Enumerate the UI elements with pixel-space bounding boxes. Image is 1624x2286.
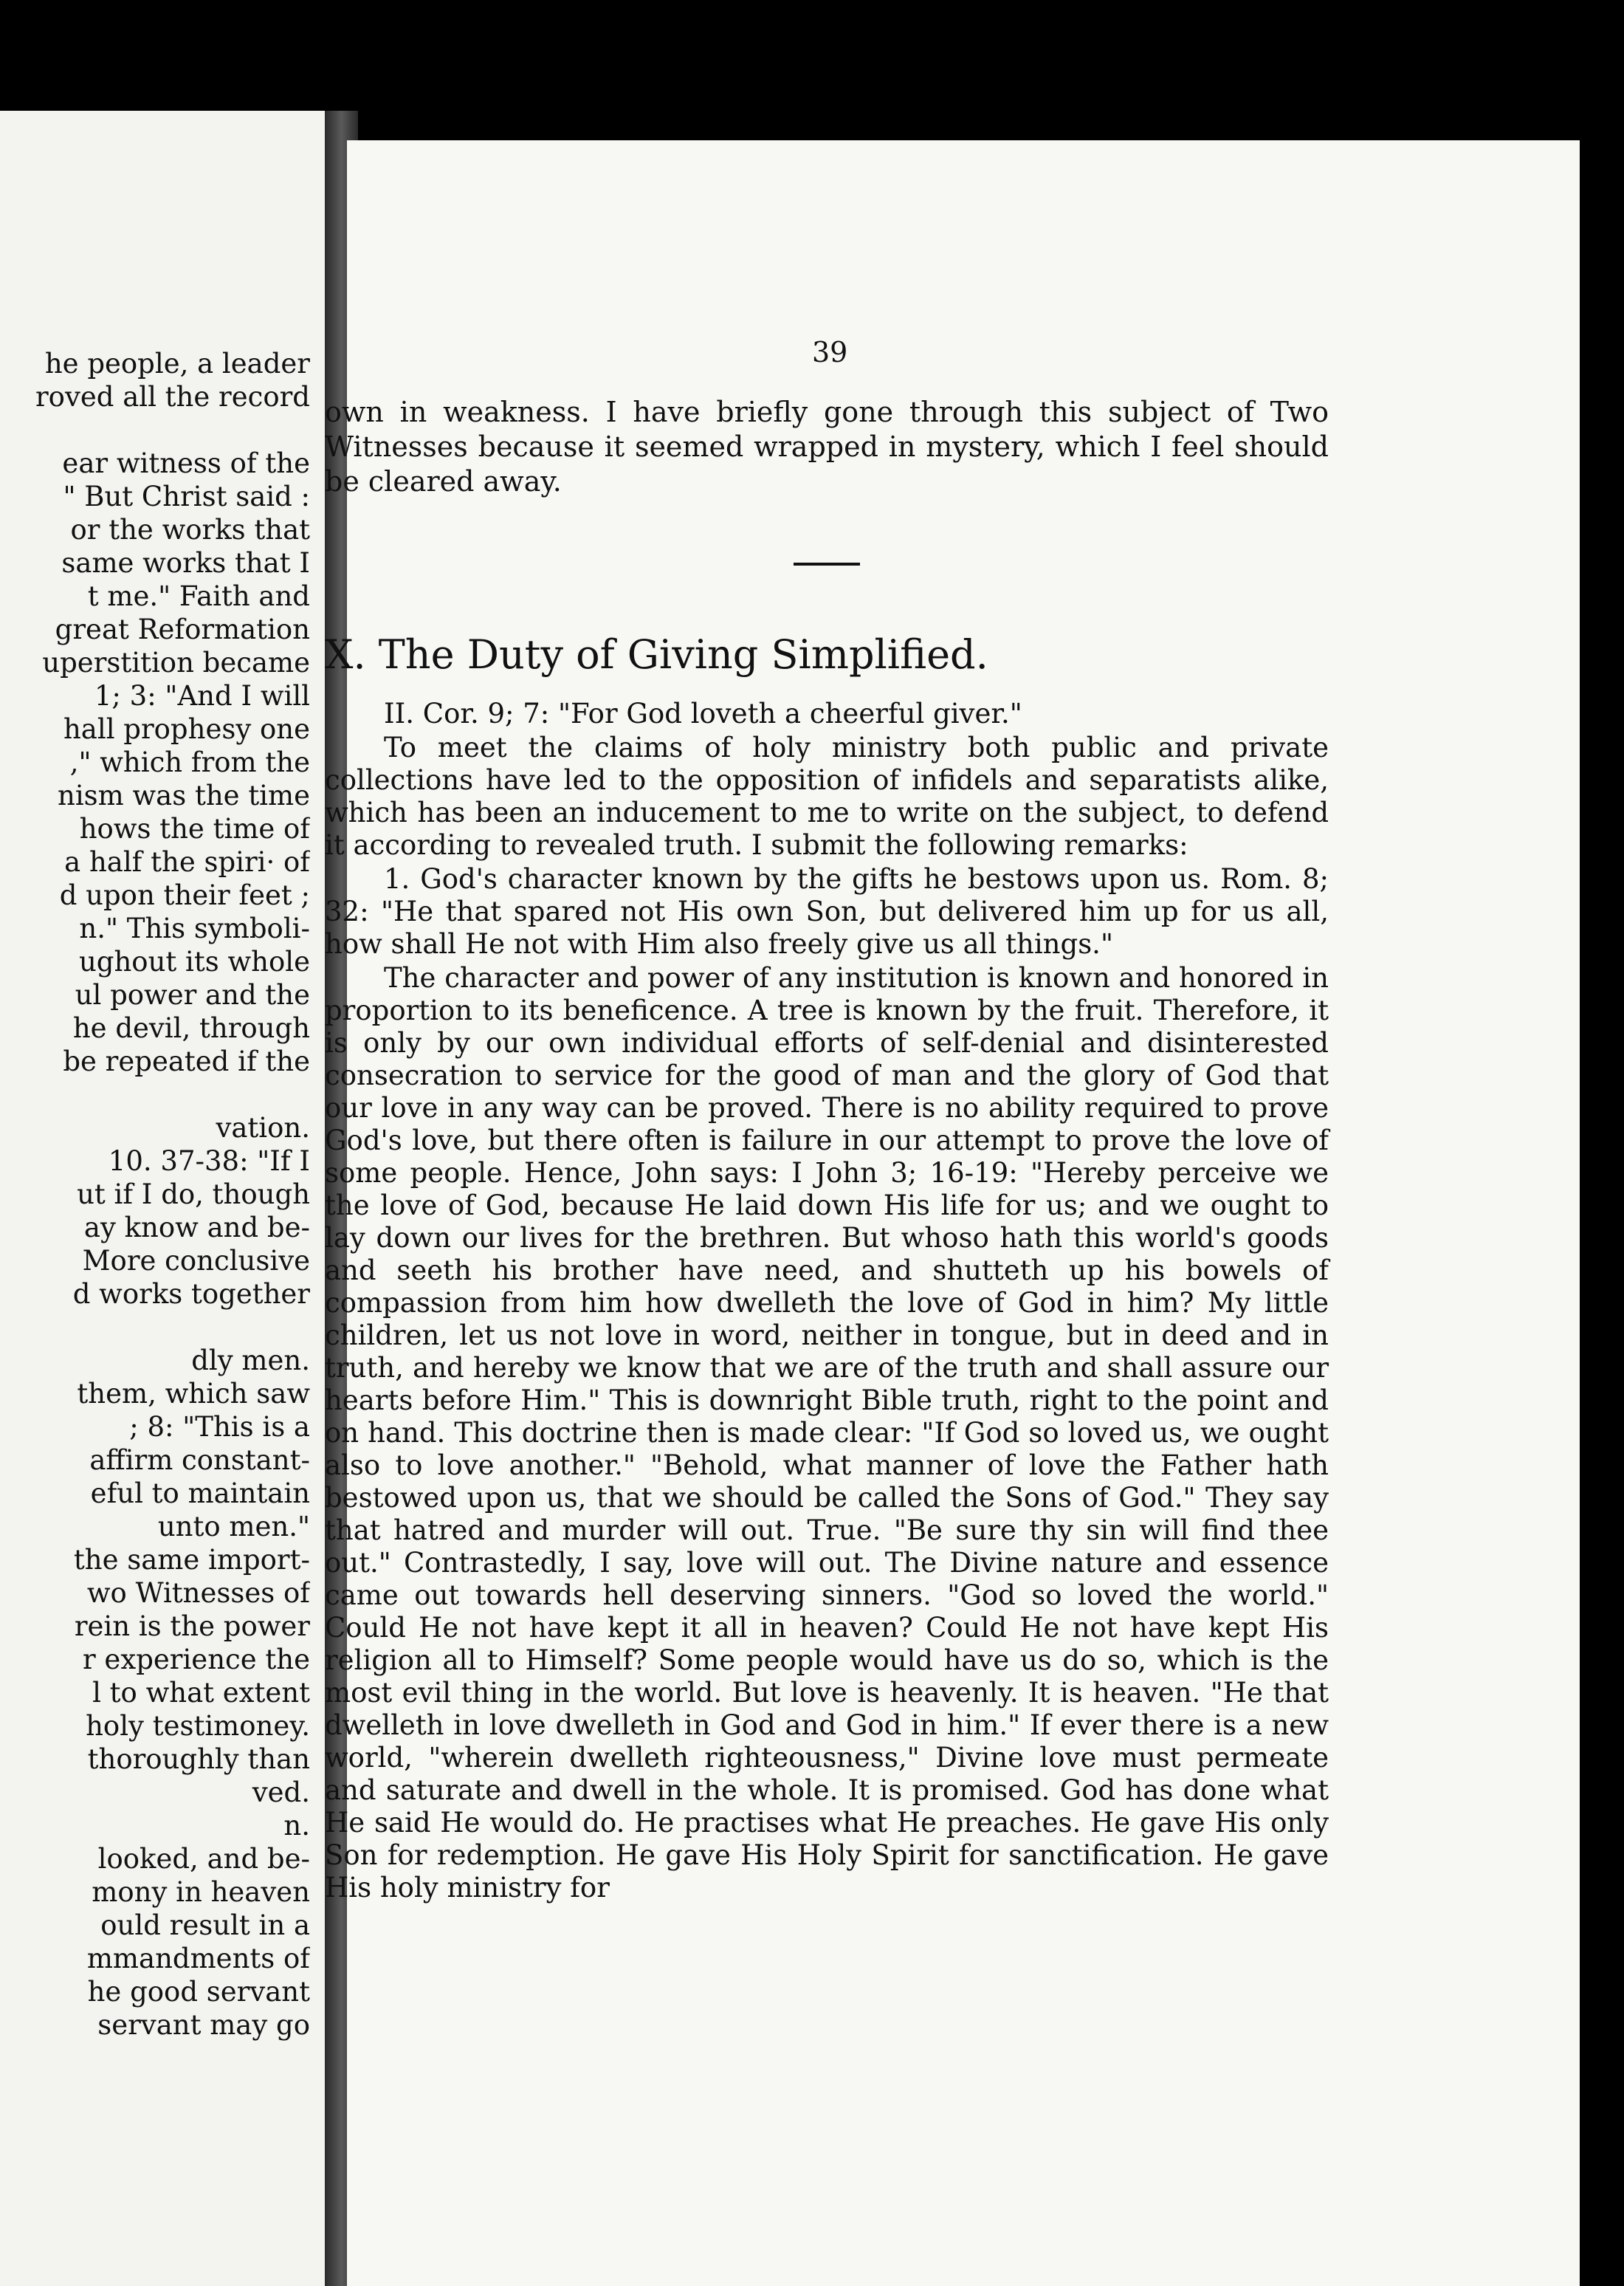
scripture-reference: II. Cor. 9; 7: "For God loveth a cheerful giver."	[384, 698, 1022, 730]
section-body	[325, 698, 1329, 1906]
left-page-line: looked, and be-	[97, 1843, 310, 1875]
left-page-line: t me." Faith and	[87, 580, 310, 612]
left-page-line: he good servant	[87, 1976, 310, 2008]
left-page-line: the same import-	[73, 1544, 310, 1576]
left-page-line: be repeated if the	[63, 1046, 310, 1077]
left-page-line: holy testimoney.	[86, 1710, 310, 1742]
opening-paragraph	[325, 395, 1329, 499]
left-page-line: he people, a leader	[44, 348, 310, 380]
paragraph: 1. God's character known by the gifts he bestows upon us. Rom. 8; 32: "He that spared not His own Son, but delivered him up for us all, how shall He not with Him also freely give us all things."	[325, 863, 1329, 960]
left-page-line: nism was the time	[57, 780, 310, 811]
left-page-line: ear witness of the	[62, 447, 310, 479]
left-page-line: ould result in a	[100, 1909, 310, 1941]
left-page-line: 1; 3: "And I will	[94, 680, 310, 712]
left-page-line: l to what extent	[92, 1677, 310, 1709]
left-page-line: d works together	[72, 1278, 310, 1310]
left-page-line: uperstition became	[42, 647, 310, 679]
left-page-line: 10. 37-38: "If I	[108, 1145, 310, 1177]
section-divider	[794, 563, 860, 566]
left-page-line: ughout its whole	[78, 946, 310, 978]
paragraph: The character and power of any institution is known and honored in proportion to its beneficence. A tree is known by the fruit. Therefore, it is only by our own individual efforts of self-denial and disinterested consecration to service for the good of man and the glory of God that our love in any way can be proved. There is no ability required to prove God's love, but there often is failure in our attempt to prove the love of some people. Hence, John says: I John 3; 16-19: "Hereby perceive we the love of God, because He laid down His life for us; and we ought to lay down our lives for the brethren. But whoso hath this world's goods and seeth his brother have need, and shutteth up his bowels of compassion from him how dwelleth the love of God in him? My little children, let us not love in word, neither in tongue, but in deed and in truth, and hereby we know that we are of the truth and shall assure our hearts before Him." This is downright Bible truth, right to the point and on hand. This doctrine then is made clear: "If God so loved us, we ought also to love another." "Behold, what manner of love the Father hath bestowed upon us, that we should be called the Sons of God." They say that hatred and murder will out. True. "Be sure thy sin will find thee out." Contrastedly, I say, love will out. The Divine nature and essence came out towards hell deserving sinners. "God so loved the world." Could He not have kept it all in heaven? Could He not have kept His religion all to Himself? Some people would have us do so, which is the most evil thing in the world. But love is heavenly. It is heaven. "He that dwelleth in love dwelleth in God and God in him." If ever there is a new world, "wherein dwelleth righteousness," Divine love must permeate and saturate and dwell in the whole. It is promised. God has done what He said He would do. He practises what He preaches. He gave His only Son for redemption. He gave His Holy Spirit for sanctification. He gave His holy ministry for	[325, 962, 1329, 1904]
left-page-line: n." This symboli-	[79, 913, 310, 944]
left-page-line: ; 8: "This is a	[129, 1411, 310, 1443]
left-page-line: them, which saw	[77, 1378, 310, 1410]
left-page-line: wo Witnesses of	[86, 1577, 310, 1609]
left-page-line: dly men.	[191, 1345, 310, 1376]
left-page	[0, 111, 340, 2286]
left-page-line: ved.	[252, 1777, 310, 1808]
left-page-line: unto men."	[157, 1511, 310, 1542]
left-page-line	[0, 413, 310, 447]
left-page-line: servant may go	[97, 2009, 310, 2041]
page-number: 39	[812, 336, 848, 368]
left-page-line: great Reformation	[55, 614, 310, 645]
left-page-line: same works that I	[61, 547, 310, 579]
left-page-line: vation.	[216, 1112, 310, 1144]
left-page-line: " But Christ said :	[63, 481, 310, 512]
left-page-text	[0, 347, 310, 2042]
opening-paragraph-text: own in weakness. I have briefly gone through this subject of Two Witnesses because it seemed wrapped in mystery, which I feel should be cleared away.	[325, 396, 1329, 498]
left-page-line: ut if I do, though	[77, 1178, 310, 1210]
left-page-line: mony in heaven	[92, 1876, 310, 1908]
left-page-line: affirm constant-	[89, 1444, 310, 1476]
left-page-line	[0, 1311, 310, 1344]
left-page-line	[0, 1078, 310, 1111]
left-page-line: roved all the record	[35, 381, 310, 413]
left-page-line: d upon their feet ;	[59, 879, 310, 911]
left-page-line: or the works that	[70, 514, 310, 546]
left-page-line: More conclusive	[82, 1245, 310, 1277]
left-page-line: r experience the	[82, 1644, 310, 1675]
left-page-line: n.	[283, 1810, 310, 1842]
left-page-line: rein is the power	[74, 1610, 310, 1642]
left-page-line: ul power and the	[75, 979, 310, 1011]
left-page-line: hall prophesy one	[63, 713, 310, 745]
left-page-line: thoroughly than	[87, 1743, 310, 1775]
left-page-line: he devil, through	[72, 1012, 310, 1044]
paragraph: To meet the claims of holy ministry both public and private collections have led to the opposition of infidels and separatists alike, which has been an inducement to me to write on the subject, to defend it according to revealed truth. I submit the following remarks:	[325, 732, 1329, 861]
left-page-line: ," which from the	[69, 746, 310, 778]
left-page-line: eful to maintain	[90, 1477, 310, 1509]
left-page-line: ay know and be-	[83, 1212, 310, 1243]
section-heading: X. The Duty of Giving Simplified.	[325, 631, 988, 678]
left-page-line: mmandments of	[86, 1943, 310, 1974]
left-page-line: hows the time of	[79, 813, 310, 845]
left-page-line: a half the spiri· of	[64, 846, 310, 878]
